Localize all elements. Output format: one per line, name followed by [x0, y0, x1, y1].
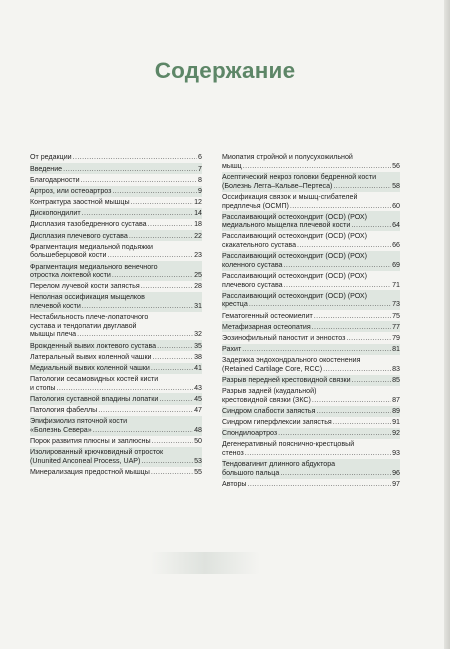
toc-entry [222, 290, 400, 310]
dot-leader [141, 282, 193, 291]
page-edge [444, 0, 450, 649]
toc-entry [30, 261, 202, 281]
toc-entry [222, 211, 400, 231]
toc-page-number: 53 [194, 456, 202, 465]
toc-entry-title: Введение [30, 164, 63, 173]
toc-entry [222, 321, 400, 332]
toc-entry [222, 192, 400, 212]
toc-entry [222, 439, 400, 459]
toc-entry-title: Латеральный вывих коленной чашки [30, 352, 152, 361]
toc-entry-title: Асептический некроз головки бедренной кости [222, 173, 377, 182]
dot-leader [57, 384, 194, 393]
toc-entry-title: сустава и тендопатии двуглавой [30, 321, 137, 330]
dot-leader [131, 198, 194, 207]
toc-entry-title: крестовидной связки (ЗКС) [222, 395, 311, 404]
toc-entry [30, 363, 202, 374]
dot-leader [77, 330, 193, 339]
toc-page-number: 79 [392, 333, 400, 342]
toc-entry-title: отростка локтевой кости [30, 271, 111, 280]
dot-leader [284, 281, 391, 290]
toc-entry-title: Медиальный вывих коленной чашки [30, 363, 150, 372]
toc-entry [30, 374, 202, 394]
toc-entry [222, 152, 400, 172]
dot-leader [314, 312, 391, 321]
toc-entry [222, 344, 400, 355]
toc-page-number: 93 [392, 449, 400, 458]
toc-entry [30, 393, 202, 404]
toc-entry [30, 340, 202, 351]
dot-leader [333, 418, 391, 427]
toc-entry-title: Расслаивающий остеохондрит (OCD) (РОХ) [222, 232, 368, 241]
toc-entry [222, 355, 400, 375]
toc-entry-title: предплечья (ОСМП) [222, 201, 289, 210]
toc-entry-title: и стопы [30, 383, 56, 392]
dot-leader [82, 302, 193, 311]
toc-entry [30, 152, 202, 163]
toc-entry-title: Контрактура заостной мышцы [30, 198, 130, 207]
toc-entry-title: Гематогенный остеомиелит [222, 311, 313, 320]
toc-page-number: 58 [392, 181, 400, 190]
toc-entry-title: стеноз [222, 449, 244, 458]
toc-entry-title: Неполная оссификация мыщелков [30, 293, 145, 302]
dot-leader [312, 396, 391, 405]
toc-page-number: 23 [194, 251, 202, 260]
dot-leader [112, 187, 197, 196]
dot-leader [278, 429, 391, 438]
toc-entry [30, 351, 202, 362]
toc-page-number: 89 [392, 406, 400, 415]
toc-entry-title: Патология суставной впадины лопатки [30, 394, 159, 403]
toc-entry [30, 174, 202, 185]
toc-entry-title: скакательного сустава [222, 241, 297, 250]
watermark-band [150, 552, 260, 574]
toc-entry [222, 251, 400, 271]
toc-page-number: 9 [198, 186, 202, 195]
toc-page-number: 69 [392, 260, 400, 269]
toc-entry-title: Задержка эндохондрального окостенения [222, 356, 361, 365]
dot-leader [312, 323, 391, 332]
toc-entry [222, 479, 400, 490]
toc-page-number: 71 [392, 280, 400, 289]
toc-page-number: 66 [392, 241, 400, 250]
toc-page-number: 92 [392, 429, 400, 438]
toc-page-number: 32 [194, 330, 202, 339]
toc-entry-title: Фрагментация медиального венечного [30, 262, 158, 271]
toc-entry-title: Разрыв передней крестовидной связки [222, 375, 351, 384]
toc-entry-title: Патологии сесамовидных костей кисти [30, 375, 159, 384]
toc-entry-title: Синдром слабости запястья [222, 406, 316, 415]
toc-page-number: 56 [392, 161, 400, 170]
toc-page-number: 6 [198, 153, 202, 162]
toc-entry [222, 459, 400, 479]
toc-entry [30, 292, 202, 312]
toc-entry-title: (Retained Cartilage Core, RCC) [222, 364, 323, 373]
dot-leader [157, 342, 193, 351]
toc-page-number: 41 [194, 363, 202, 372]
toc-page-number: 22 [194, 231, 202, 240]
dot-leader [351, 221, 391, 230]
toc-page-number: 55 [194, 467, 202, 476]
toc-entry-title: коленного сустава [222, 260, 283, 269]
toc-page-number: 47 [194, 406, 202, 415]
toc-entry-title: мышц [222, 161, 242, 170]
dot-leader [297, 241, 391, 250]
toc-entry-title: Синдром гиперфлексии запястья [222, 418, 332, 427]
toc-page-number: 28 [194, 282, 202, 291]
toc-entry [30, 467, 202, 478]
toc-entry [30, 312, 202, 340]
dot-leader [280, 469, 391, 478]
toc-entry-title: Расслаивающий остеохондрит (OCD) (РОХ) [222, 291, 368, 300]
dot-leader [249, 300, 391, 309]
toc-entry [30, 241, 202, 261]
dot-leader [290, 202, 391, 211]
toc-entry [30, 281, 202, 292]
toc-page-number: 50 [194, 436, 202, 445]
dot-leader [108, 251, 194, 260]
toc-page-number: 96 [392, 468, 400, 477]
toc-entry-title: Врожденный вывих локтевого сустава [30, 341, 157, 350]
dot-leader [352, 376, 392, 385]
toc-page-number: 25 [194, 271, 202, 280]
toc-page-number: 7 [198, 164, 202, 173]
toc-page-number: 60 [392, 201, 400, 210]
dot-leader [82, 209, 194, 218]
toc-entry [30, 208, 202, 219]
toc-page-number: 14 [194, 209, 202, 218]
toc-entry-title: Расслаивающий остеохондрит (OCD) (РОХ) [222, 271, 368, 280]
toc-entry [222, 271, 400, 291]
toc-entry-title: Дисплазия тазобедренного сустава [30, 220, 147, 229]
dot-leader [63, 165, 197, 174]
dot-leader [248, 480, 392, 489]
toc-entry [30, 197, 202, 208]
toc-entry-title: Патология фабеллы [30, 406, 98, 415]
toc-entry-title: Эпифизиолиз пяточной кости [30, 417, 128, 426]
toc-entry [30, 230, 202, 241]
toc-entry [30, 436, 202, 447]
toc-entry [30, 447, 202, 467]
dot-leader [323, 365, 391, 374]
toc-page-number: 87 [392, 395, 400, 404]
dot-leader [284, 261, 392, 270]
toc-entry-title: «Болезнь Севера» [30, 425, 92, 434]
toc-entry-title: Оссификация связок и мышц-сгибателей [222, 192, 358, 201]
dot-leader [73, 153, 197, 162]
toc-entry-title: плечевого сустава [222, 280, 283, 289]
toc-entry-title: Изолированный крючковидный отросток [30, 448, 164, 457]
toc-page-number: 45 [194, 394, 202, 403]
toc-entry [222, 406, 400, 417]
dot-leader [245, 449, 391, 458]
toc-entry-title: Дисплазия плечевого сустава [30, 231, 128, 240]
toc-entry-title: (Болезнь Легга–Кальве–Пертеса) [222, 181, 333, 190]
toc-entry [222, 332, 400, 343]
toc-entry [30, 186, 202, 197]
dot-leader [153, 353, 194, 362]
toc-entry-title: Перелом лучевой кости запястья [30, 282, 140, 291]
dot-leader [141, 457, 193, 466]
toc-entry-title: Нестабильность плече-лопаточного [30, 313, 149, 322]
dot-leader [346, 334, 391, 343]
toc-page-number: 8 [198, 175, 202, 184]
toc-page-number: 38 [194, 352, 202, 361]
toc-entry-title: Благодарности [30, 175, 80, 184]
toc-left-column [30, 152, 202, 478]
toc-page-number: 35 [194, 341, 202, 350]
toc-entry [222, 417, 400, 428]
toc-entry-title: Фрагментация медиальной подьяжки [30, 242, 154, 251]
toc-entry [30, 405, 202, 416]
dot-leader [129, 232, 193, 241]
toc-entry-title: Дегенеративный пояснично-крестцовый [222, 440, 355, 449]
dot-leader [81, 176, 198, 185]
dot-leader [93, 426, 193, 435]
toc-entry-title: Спондилоартроз [222, 429, 278, 438]
dot-leader [98, 406, 193, 415]
toc-entry [222, 172, 400, 192]
toc-page-number: 18 [194, 220, 202, 229]
dot-leader [112, 271, 193, 280]
toc-entry-title: Миопатия стройной и полусухожильной [222, 153, 353, 162]
toc-entry-title: (Ununited Anconeal Process, UAP) [30, 456, 141, 465]
toc-entry-title: Разрыв задней (каудальной) [222, 387, 317, 396]
toc-entry-title: Авторы [222, 479, 247, 488]
toc-page-number: 91 [392, 418, 400, 427]
toc-entry [30, 219, 202, 230]
toc-entry-title: Расслаивающий остеохондрит (OCD) (РОХ) [222, 252, 368, 261]
toc-page-number: 75 [392, 311, 400, 320]
toc-page-number: 81 [392, 345, 400, 354]
toc-page-number: 85 [392, 375, 400, 384]
toc-entry-title: большеберцовой кости [30, 251, 107, 260]
toc-entry-title: Метафизарная остеопатия [222, 322, 311, 331]
toc-entry [30, 163, 202, 174]
toc-page-number: 73 [392, 300, 400, 309]
toc-page-number: 83 [392, 364, 400, 373]
toc-entry-title: медиального мыщелка плечевой кости [222, 221, 351, 230]
toc-entry-title: Порок развития плюсны и заплюсны [30, 436, 151, 445]
toc-entry [222, 375, 400, 386]
page-title: Содержание [154, 58, 296, 83]
toc-entry-title: плечевой кости [30, 302, 81, 311]
toc-entry-title: Эозинофильный паностит и энностоз [222, 333, 346, 342]
toc-page-number: 48 [194, 425, 202, 434]
dot-leader [243, 162, 391, 171]
toc-page-number: 97 [392, 479, 400, 488]
dot-leader [333, 182, 391, 191]
toc-entry [222, 231, 400, 251]
toc-entry [222, 386, 400, 406]
toc-right-column [222, 152, 400, 490]
toc-page-number: 31 [194, 302, 202, 311]
dot-leader [152, 437, 193, 446]
toc-entry-title: Дископондилит [30, 209, 81, 218]
toc-entry-title: Расслаивающий остеохондрит (OCD) (РОХ) [222, 212, 368, 221]
toc-entry [222, 428, 400, 439]
dot-leader [159, 395, 193, 404]
toc-entry-title: Артроз, или остеоартроз [30, 186, 112, 195]
toc-page-number: 43 [194, 383, 202, 392]
toc-entry [222, 310, 400, 321]
toc-entry-title: мышцы плеча [30, 330, 77, 339]
toc-page-number: 77 [392, 322, 400, 331]
toc-entry-title: Минерализация предостной мышцы [30, 467, 150, 476]
dot-leader [151, 468, 193, 477]
dot-leader [242, 345, 391, 354]
toc-entry-title: Рахит [222, 345, 242, 354]
toc-page-number: 64 [392, 221, 400, 230]
toc-entry-title: Тендовагинит длинного абдуктора [222, 460, 336, 469]
toc-entry [30, 416, 202, 436]
toc-entry-title: большого пальца [222, 468, 280, 477]
dot-leader [151, 364, 193, 373]
dot-leader [148, 220, 194, 229]
toc-entry-title: От редакции [30, 153, 72, 162]
dot-leader [316, 407, 391, 416]
toc-page-number: 12 [194, 198, 202, 207]
toc-entry-title: крестца [222, 300, 248, 309]
